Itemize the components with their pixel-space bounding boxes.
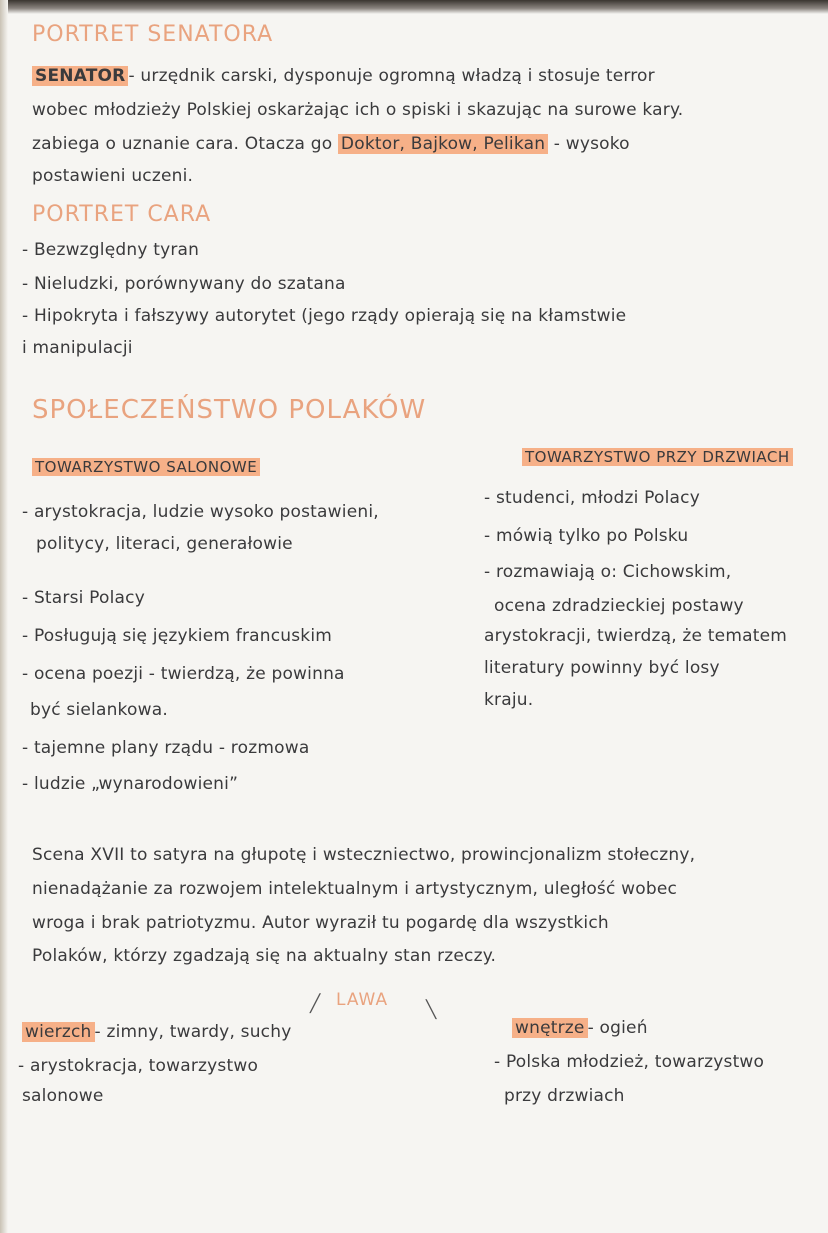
heading-portret-cara: PORTRET CARA xyxy=(32,202,212,227)
highlight-names: Doktor, Bajkow, Pelikan xyxy=(338,134,548,154)
paragraph-line-2: nienadążanie za rozwojem intelektualnym i artystycznym, uległość wobec xyxy=(32,879,678,899)
heading-portret-senatora: PORTRET SENATORA xyxy=(32,22,274,47)
page-top-shadow xyxy=(0,0,828,14)
heading-przy-drzwiach xyxy=(522,448,793,466)
salon-line-7: - tajemne plany rządu - rozmowa xyxy=(22,738,310,758)
page-edge xyxy=(0,0,8,1233)
salon-line-8: - ludzie „wynarodowieni” xyxy=(22,774,239,794)
text: zabiega o uznanie cara. Otacza go xyxy=(32,134,333,154)
lawa-right-line-3: przy drzwiach xyxy=(504,1086,625,1106)
senator-line-2: wobec młodzieży Polskiej oskarżając ich o spiski i skazując na surowe kary. xyxy=(32,100,684,120)
salon-line-6: być sielankowa. xyxy=(30,700,168,720)
car-line-2: - Nieludzki, porównywany do szatana xyxy=(22,274,346,294)
salon-line-4: - Posługują się językiem francuskim xyxy=(22,626,333,646)
drzwi-line-2: - mówią tylko po Polsku xyxy=(484,526,689,546)
salon-line-1: - arystokracja, ludzie wysoko postawieni, xyxy=(22,502,379,522)
salon-line-2: politycy, literaci, generałowie xyxy=(36,534,293,554)
lawa-right-line-1 xyxy=(512,1018,648,1038)
salon-line-3: - Starsi Polacy xyxy=(22,588,145,608)
heading-spoleczenstwo: SPOŁECZEŃSTWO POLAKÓW xyxy=(32,395,427,425)
lawa-left-line-2: - arystokracja, towarzystwo xyxy=(18,1056,259,1076)
text: - wysoko xyxy=(553,134,630,154)
drzwi-line-4: ocena zdradzieckiej postawy xyxy=(494,596,744,616)
drzwi-line-3: - rozmawiają o: Cichowskim, xyxy=(484,562,732,582)
text: - zimny, twardy, suchy xyxy=(94,1022,292,1042)
senator-line-3 xyxy=(32,134,630,154)
text: - urzędnik carski, dysponuje ogromną władzą i stosuje terror xyxy=(128,66,655,86)
arrow-left: ╱ xyxy=(310,994,321,1014)
arrow-right: ╲ xyxy=(426,1000,437,1020)
car-line-1: - Bezwzględny tyran xyxy=(22,240,200,260)
heading-salonowe xyxy=(32,458,260,476)
salon-line-5: - ocena poezji - twierdzą, że powinna xyxy=(22,664,345,684)
lawa-left-line-1 xyxy=(22,1022,291,1042)
senator-line-4: postawieni uczeni. xyxy=(32,166,194,186)
term: wnętrze xyxy=(512,1018,588,1038)
paragraph-line-4: Polaków, którzy zgadzają się na aktualny stan rzeczy. xyxy=(32,946,497,966)
term: wierzch xyxy=(22,1022,95,1042)
text: TOWARZYSTWO PRZY DRZWIACH xyxy=(522,448,793,466)
text: TOWARZYSTWO SALONOWE xyxy=(32,458,260,476)
drzwi-line-7: kraju. xyxy=(484,690,534,710)
heading-lawa: LAWA xyxy=(336,990,389,1010)
drzwi-line-6: literatury powinny być losy xyxy=(484,658,720,678)
drzwi-line-1: - studenci, młodzi Polacy xyxy=(484,488,700,508)
lawa-right-line-2: - Polska młodzież, towarzystwo xyxy=(494,1052,765,1072)
drzwi-line-5: arystokracji, twierdzą, że tematem xyxy=(484,626,787,646)
text: - ogień xyxy=(587,1018,648,1038)
car-line-4: i manipulacji xyxy=(22,338,133,358)
lawa-left-line-3: salonowe xyxy=(22,1086,104,1106)
senator-line-1 xyxy=(32,66,655,86)
paragraph-line-1: Scena XVII to satyra na głupotę i wsteczniectwo, prowincjonalizm stołeczny, xyxy=(32,845,696,865)
paragraph-line-3: wroga i brak patriotyzmu. Autor wyraził tu pogardę dla wszystkich xyxy=(32,913,609,933)
senator-term: SENATOR xyxy=(32,66,128,86)
car-line-3: - Hipokryta i fałszywy autorytet (jego rządy opierają się na kłamstwie xyxy=(22,306,627,326)
